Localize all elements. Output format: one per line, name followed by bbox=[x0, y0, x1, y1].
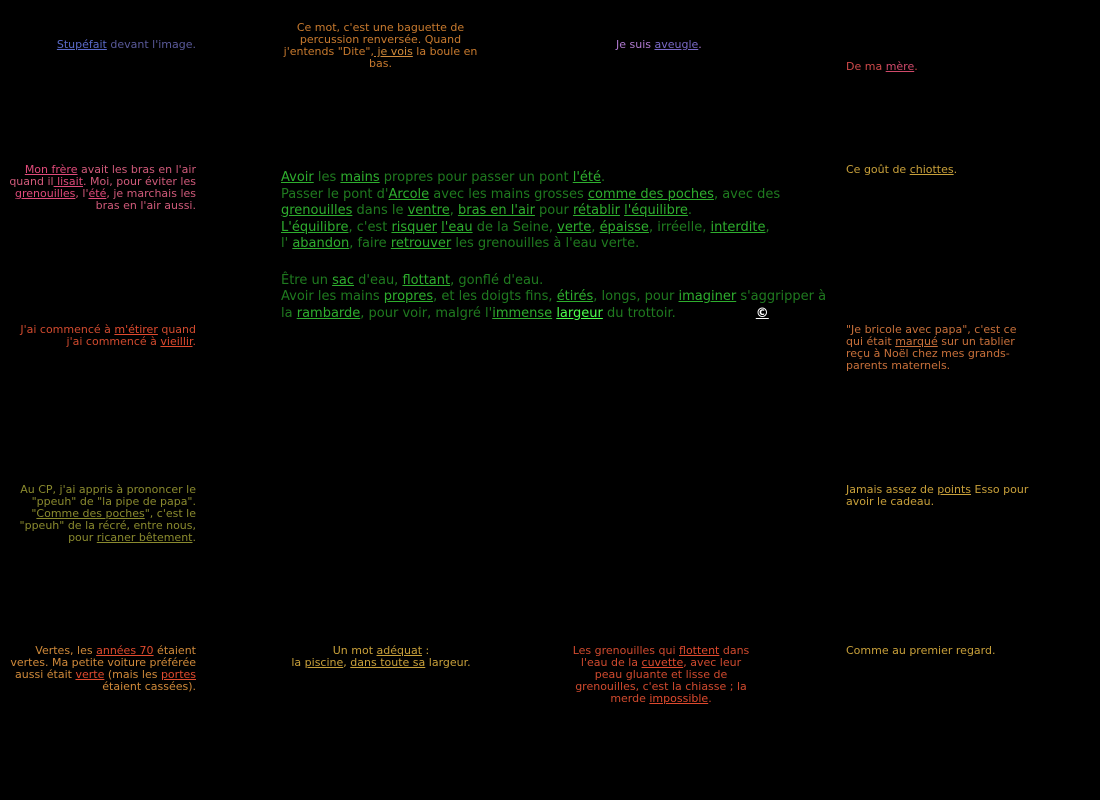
chiottes-text-1: Ce goût de bbox=[846, 163, 910, 176]
poem-link[interactable]: grenouilles bbox=[281, 203, 353, 218]
poem-link[interactable]: rambarde bbox=[296, 305, 361, 321]
poem-link[interactable]: rétablir bbox=[572, 203, 620, 218]
poem-text: , longs, pour bbox=[593, 289, 679, 304]
poem-text: , pour voir, malgré l' bbox=[360, 305, 493, 321]
link-metirer[interactable]: m'étirer bbox=[114, 323, 158, 336]
poem-link[interactable]: sac bbox=[332, 272, 355, 288]
poem-text: d'eau, bbox=[354, 272, 403, 288]
poem-text: s'aggripper à bbox=[736, 289, 827, 304]
baguette-text-2: la boule en bas. bbox=[369, 45, 478, 70]
adequat-text-4: , bbox=[343, 656, 351, 669]
text-block-grenouilles bbox=[566, 645, 756, 705]
poem-link[interactable]: ventre bbox=[407, 203, 450, 218]
poem-text: du trottoir. bbox=[602, 305, 676, 321]
poem-link[interactable]: l'équilibre bbox=[624, 203, 688, 218]
poem-text: l' bbox=[281, 236, 293, 251]
mere-text-2: . bbox=[914, 60, 918, 73]
poem-text: les bbox=[313, 170, 341, 185]
link-aveugle[interactable]: aveugle bbox=[654, 38, 699, 51]
aveugle-text-2: . bbox=[698, 38, 702, 51]
poem-text: Avoir les mains bbox=[281, 289, 384, 304]
link-mere[interactable]: mère bbox=[885, 60, 915, 73]
link-verte[interactable]: verte bbox=[75, 668, 105, 681]
metier-text-3: . bbox=[192, 335, 196, 348]
vertes-text-3: (mais les bbox=[104, 668, 161, 681]
poem-text: , gonflé d'eau. bbox=[450, 272, 544, 288]
metier-text-1: J'ai commencé à bbox=[20, 323, 115, 336]
link-mon-frere[interactable]: Mon frère bbox=[24, 163, 78, 176]
link-marque[interactable]: marqué bbox=[895, 335, 938, 348]
poem-link[interactable]: verte bbox=[557, 219, 592, 235]
poem-text: , bbox=[591, 219, 600, 235]
vertes-text-1: Vertes, les bbox=[35, 644, 97, 657]
link-je-vois[interactable]: je vois bbox=[373, 45, 413, 58]
poem-text: les grenouilles à l'eau verte. bbox=[451, 236, 640, 251]
link-ete[interactable]: été bbox=[88, 187, 107, 200]
frere-text-4: , je marchais les bras en l'air aussi. bbox=[95, 187, 196, 212]
poem-link[interactable]: immense bbox=[492, 305, 553, 321]
chiottes-text-2: . bbox=[953, 163, 958, 176]
text-block-stupefait bbox=[10, 39, 196, 51]
main-poem bbox=[281, 170, 841, 322]
poem-text: , irréelle, bbox=[648, 219, 711, 235]
grenouilles-text-1: Les grenouilles qui bbox=[572, 644, 680, 657]
copyright-link[interactable]: © bbox=[755, 305, 769, 321]
text-block-metier bbox=[10, 324, 196, 348]
poem-link[interactable]: bras en l'air bbox=[457, 203, 535, 218]
poem-text: , c'est bbox=[348, 219, 392, 235]
link-stupefait[interactable]: Stupéfait bbox=[56, 38, 107, 51]
poem-link[interactable]: abandon bbox=[292, 236, 350, 251]
poem-link[interactable]: étirés bbox=[556, 289, 594, 304]
baguette-text-1: Ce mot, c'est une baguette de percussion renversée. Quand j'entends "Dite", bbox=[283, 21, 465, 58]
poem-link[interactable]: Arcole bbox=[388, 186, 430, 202]
vertes-text-4: étaient cassées). bbox=[102, 680, 196, 693]
poem-link[interactable]: l'été bbox=[572, 170, 602, 185]
poem-link[interactable]: propres bbox=[383, 289, 434, 304]
poem-text: , bbox=[765, 219, 770, 235]
text-block-vertes bbox=[6, 645, 196, 693]
poem-link[interactable]: Avoir bbox=[281, 170, 314, 185]
cp-text-3: . bbox=[192, 531, 196, 544]
link-chiottes[interactable]: chiottes bbox=[909, 163, 954, 176]
poem-link[interactable]: risquer bbox=[391, 219, 438, 235]
poem-link[interactable]: comme des poches bbox=[587, 186, 714, 202]
text-block-bricole bbox=[846, 324, 1026, 372]
link-annees-70[interactable]: années 70 bbox=[96, 644, 154, 657]
frere-text-2: . Moi, pour éviter les bbox=[83, 175, 196, 188]
grenouilles-text-3: , avec leur peau gluante et lisse de grenouilles, c'est la chiasse ; la merde bbox=[575, 656, 747, 705]
poem-text: dans le bbox=[352, 203, 408, 218]
text-block-cp bbox=[10, 484, 196, 544]
link-points[interactable]: points bbox=[937, 483, 972, 496]
poem-link[interactable]: largeur bbox=[556, 305, 603, 321]
link-cuvette[interactable]: cuvette bbox=[641, 656, 684, 669]
bricole-text-1: "Je bricole avec papa", c'est ce qui était bbox=[846, 323, 1017, 348]
text-block-mere bbox=[846, 61, 1046, 73]
text-block-baguette bbox=[283, 22, 478, 70]
text-block-aveugle bbox=[616, 39, 816, 51]
poem-text: avec les mains grosses bbox=[429, 186, 588, 202]
poem-text: , faire bbox=[349, 236, 391, 251]
link-dans-toute-sa[interactable]: dans toute sa bbox=[350, 656, 426, 669]
link-piscine[interactable]: piscine bbox=[304, 656, 344, 669]
text-block-regard bbox=[846, 645, 1046, 657]
cp-text-2: ", c'est le "ppeuh" de la récré, entre nous, pour bbox=[19, 507, 196, 544]
cp-text-1: Au CP, j'ai appris à prononcer le "ppeuh" de "la pipe de papa". " bbox=[20, 483, 196, 520]
poem-link[interactable]: épaisse bbox=[599, 219, 649, 235]
aveugle-text-1: Je suis bbox=[616, 38, 655, 51]
link-grenouilles[interactable]: grenouilles bbox=[15, 187, 76, 200]
regard-text: Comme au premier regard. bbox=[846, 644, 996, 657]
poem-text: la bbox=[281, 305, 297, 321]
poem-link[interactable]: interdite bbox=[710, 219, 766, 235]
poem-link[interactable]: l'eau bbox=[441, 219, 473, 235]
poem-text: propres pour passer un pont bbox=[379, 170, 573, 185]
poem-text: , avec des bbox=[713, 186, 781, 202]
poem-text: de la Seine, bbox=[472, 219, 558, 235]
link-ricaner-betement[interactable]: ricaner bêtement bbox=[96, 531, 193, 544]
paragraph-gap bbox=[281, 253, 841, 273]
poem-text: , bbox=[449, 203, 458, 218]
text-block-adequat bbox=[281, 645, 481, 669]
poem-text: Passer le pont d' bbox=[281, 186, 389, 202]
esso-text-1: Jamais assez de bbox=[846, 483, 938, 496]
stupefait-text: devant l'image. bbox=[106, 38, 196, 51]
frere-text-3: , l' bbox=[75, 187, 89, 200]
grenouilles-text-2: dans l'eau de la bbox=[580, 644, 750, 669]
poem-text: Être un bbox=[281, 272, 333, 288]
esso-text-2: Esso pour avoir le cadeau. bbox=[846, 483, 1029, 508]
poem-link[interactable]: L'équilibre bbox=[281, 219, 349, 235]
adequat-text-3: la bbox=[291, 656, 305, 669]
vertes-text-2: étaient vertes. Ma petite voiture préférée aussi était bbox=[10, 644, 196, 681]
poem-text: , et les doigts fins, bbox=[433, 289, 557, 304]
metier-text-2: quand j'ai commencé à bbox=[66, 323, 196, 348]
text-block-esso bbox=[846, 484, 1046, 508]
link-comme-des-poches[interactable]: Comme des poches bbox=[36, 507, 145, 520]
mere-text-1: De ma bbox=[846, 60, 886, 73]
frere-text-1: avait les bras en l'air quand il bbox=[9, 163, 196, 188]
poem-text: pour bbox=[534, 203, 573, 218]
grenouilles-text-4: . bbox=[708, 692, 712, 705]
poem-link[interactable]: imaginer bbox=[678, 289, 737, 304]
poem-paragraph-2 bbox=[281, 273, 841, 323]
bricole-text-2: sur un tablier reçu à Noël chez mes grands-parents maternels. bbox=[846, 335, 1015, 372]
poem-text: . bbox=[687, 203, 693, 218]
link-vieillir[interactable]: vieillir bbox=[160, 335, 193, 348]
poem-link[interactable]: retrouver bbox=[390, 236, 452, 251]
poem-link[interactable]: flottant bbox=[402, 272, 451, 288]
adequat-text-5: largeur. bbox=[425, 656, 471, 669]
link-adequat[interactable]: adéquat bbox=[376, 644, 423, 657]
poem-text: . bbox=[601, 170, 606, 185]
poem-link[interactable]: mains bbox=[340, 170, 380, 185]
link-portes[interactable]: portes bbox=[160, 668, 196, 681]
link-impossible[interactable]: impossible bbox=[649, 692, 709, 705]
text-block-frere bbox=[6, 164, 196, 212]
text-block-chiottes bbox=[846, 164, 1046, 176]
poem-paragraph-1 bbox=[281, 170, 841, 253]
adequat-text-2: : bbox=[422, 644, 430, 657]
adequat-text-1: Un mot bbox=[332, 644, 377, 657]
link-flottent[interactable]: flottent bbox=[679, 644, 720, 657]
link-lisait[interactable]: lisait bbox=[53, 175, 84, 188]
